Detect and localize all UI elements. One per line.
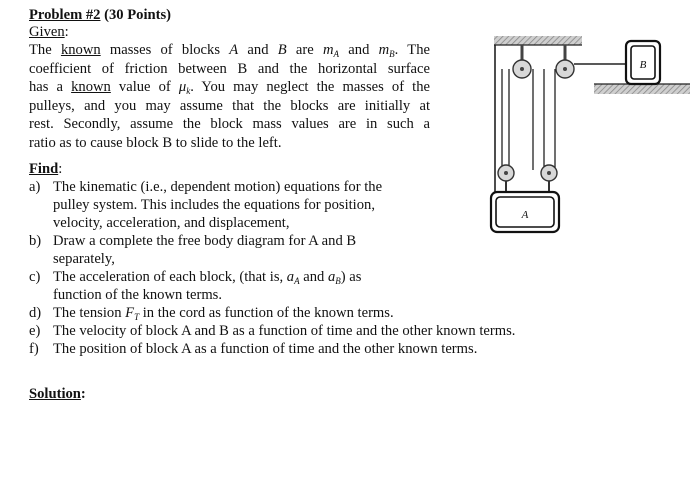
find-c-line-2: function of the known terms. — [53, 287, 223, 303]
given-line-5: rest. Secondly, assume the block mass values are in such a — [29, 116, 430, 133]
given-var-b: B — [277, 42, 287, 58]
problem-points: (30 Points) — [104, 7, 172, 23]
given-line-3 — [29, 78, 430, 97]
given-mu: μ — [178, 79, 187, 96]
find-f-line: The position of block A as a function of time and the other known terms. — [53, 341, 478, 357]
given-text: value of — [110, 79, 179, 96]
accel-b: a — [327, 269, 336, 285]
find-b-label: b) — [29, 233, 42, 249]
given-mass-a: m — [323, 42, 334, 58]
find-heading-text: Find — [29, 161, 59, 177]
pulley-bottom-1-axle — [504, 171, 508, 175]
find-text: and — [299, 269, 328, 285]
given-mass-a-sub: A — [333, 49, 340, 59]
given-mass-b: m — [378, 42, 390, 58]
horizontal-surface — [594, 84, 690, 94]
find-e-label: e) — [29, 323, 41, 339]
accel-b-sub: B — [335, 276, 341, 286]
solution-heading-colon: : — [80, 386, 86, 402]
given-text: The — [29, 42, 61, 58]
given-text: are — [286, 42, 323, 58]
find-text: in the cord as function of the known terms. — [139, 305, 394, 321]
given-text: and — [238, 42, 278, 58]
given-heading — [29, 23, 69, 41]
block-a-label: A — [521, 209, 529, 221]
accel-a: a — [286, 269, 295, 285]
find-a-line-1: The kinematic (i.e., dependent motion) equations for the — [53, 179, 383, 195]
given-text: . The — [394, 42, 430, 58]
given-mass-b-sub: B — [389, 49, 395, 59]
find-heading-colon: : — [58, 161, 63, 177]
given-line-1 — [29, 41, 430, 60]
find-text: The acceleration of each block, (that is, — [53, 269, 287, 285]
given-line-4: pulleys, and you may assume that the blocks are initially at — [29, 97, 430, 114]
find-b-line-1: Draw a complete the free body diagram for A and B — [53, 233, 357, 249]
find-a-line-3: velocity, acceleration, and displacement, — [53, 215, 290, 231]
given-line-6: ratio as to cause block B to slide to the left. — [29, 135, 282, 151]
given-text: . You may neglect the masses of the — [190, 79, 430, 96]
find-c-label: c) — [29, 269, 41, 285]
tension-sub: T — [134, 312, 140, 322]
find-b-line-2: separately, — [53, 251, 115, 267]
given-line-2: coefficient of friction between B and the horizontal surface — [29, 60, 430, 77]
find-text: The tension — [53, 305, 126, 321]
pulley-top-2-axle — [563, 67, 567, 71]
ceiling-support — [494, 36, 582, 45]
accel-a-sub: A — [294, 276, 300, 286]
problem-title: Problem #2 — [29, 7, 101, 23]
given-text: masses of blocks — [100, 42, 230, 58]
pulley-bottom-2-axle — [547, 171, 551, 175]
find-f-label: f) — [29, 341, 39, 357]
given-heading-colon: : — [64, 24, 69, 40]
given-mu-sub: k — [186, 86, 191, 97]
find-a-line-2: pulley system. This includes the equations for position, — [53, 197, 375, 213]
find-e-line: The velocity of block A and B as a function of time and the other known terms. — [53, 323, 516, 339]
find-heading — [29, 160, 62, 178]
problem-header — [29, 6, 171, 24]
find-c-line-1 — [53, 268, 361, 286]
given-heading-text: Given — [29, 24, 65, 40]
solution-heading-text: Solution — [29, 386, 81, 402]
find-a-label: a) — [29, 179, 41, 195]
pulley-top-1-axle — [520, 67, 524, 71]
pulley-system-figure — [486, 30, 692, 245]
find-d-line — [53, 304, 394, 322]
find-text: ) as — [340, 269, 362, 285]
find-d-label: d) — [29, 305, 42, 321]
given-var-a: A — [229, 42, 239, 58]
given-known-1: known — [60, 42, 101, 58]
given-known-2: known — [71, 79, 111, 96]
solution-heading — [29, 385, 86, 403]
block-b-label: B — [639, 59, 647, 71]
given-text: and — [339, 42, 379, 58]
tension-symbol: F — [125, 305, 135, 321]
given-text: has a — [29, 79, 72, 96]
